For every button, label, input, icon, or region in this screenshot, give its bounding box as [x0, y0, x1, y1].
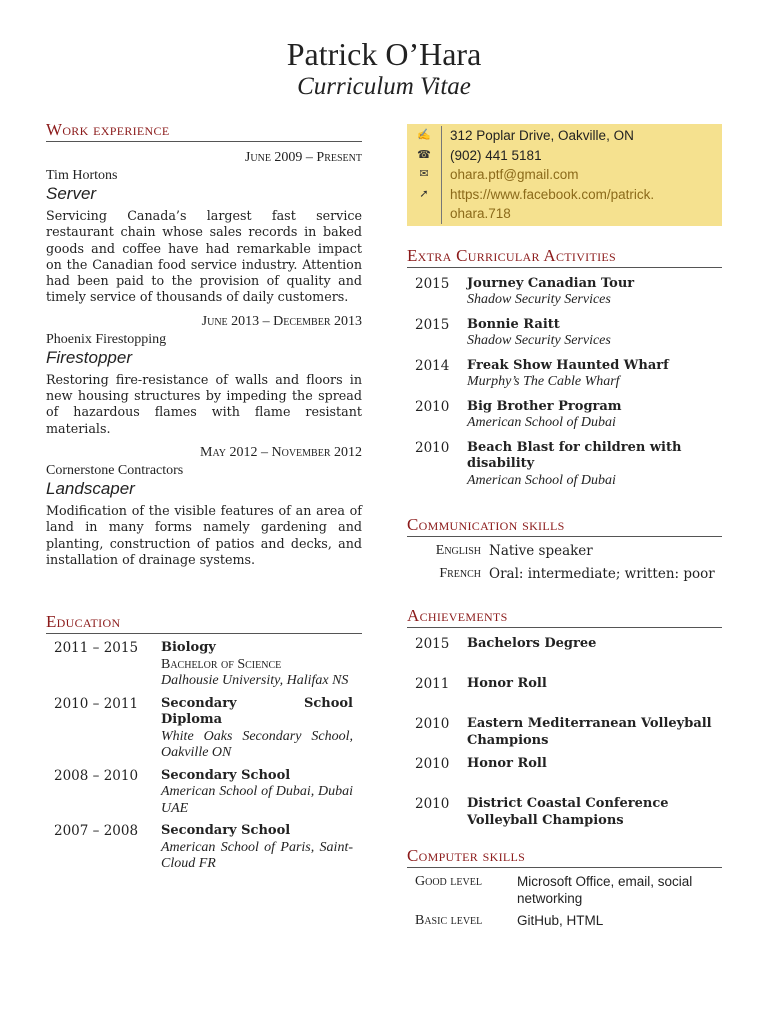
activity-org: Murphy’s The Cable Wharf [467, 374, 620, 389]
education-years: 2008 – 2010 [54, 767, 139, 784]
computer-skill-entry [407, 913, 722, 930]
activity-entry [407, 440, 722, 490]
job-description: Modification of the visible features of an area of land in many forms namely gardening and planting, construction of patios and decks, and installation of drainage systems. [46, 502, 362, 567]
cv-header [0, 36, 768, 102]
education-degree: Biology [161, 640, 216, 656]
achievement-entry [407, 756, 722, 788]
education-entry [46, 768, 362, 818]
phone-icon: ☎ [407, 146, 442, 166]
achievement-title: District Coastal Conference Volleyball Champions [467, 796, 669, 828]
job-position: Server [46, 184, 97, 203]
achievement-title: Honor Roll [467, 756, 547, 771]
language-entry [407, 543, 722, 560]
achievement-entry [407, 636, 722, 668]
job-company: Tim Hortons [46, 168, 118, 183]
section-title-communication: Communication skills [407, 515, 722, 537]
language-level: Oral: intermediate; written: poor [489, 565, 715, 582]
achievement-year: 2010 [415, 756, 450, 772]
contact-address: 312 Poplar Drive, Oakville, ON [450, 128, 634, 143]
activity-year: 2015 [415, 275, 450, 292]
language-name: English [435, 543, 481, 558]
contact-address-row [407, 126, 722, 146]
activity-entry [407, 358, 722, 391]
activity-title: Big Brother Program [467, 398, 622, 414]
achievement-year: 2011 [415, 676, 450, 692]
activity-year: 2010 [415, 439, 450, 456]
language-level: Native speaker [489, 543, 593, 559]
activity-title: Bonnie Raitt [467, 316, 560, 332]
achievement-year: 2015 [415, 636, 450, 652]
job-company: Cornerstone Contractors [46, 462, 184, 478]
right-column [407, 124, 722, 930]
education-institution: Dalhousie University, Halifax NS [161, 673, 349, 689]
activity-year: 2010 [415, 398, 450, 415]
computer-skill-list: Microsoft Office, email, social networking [517, 874, 693, 906]
achievement-entry [407, 716, 722, 748]
education-degree: Secondary School [161, 823, 291, 839]
computer-skill-list: GitHub, HTML [517, 913, 604, 928]
job-date: June 2009 – Present [244, 150, 362, 165]
contact-url-row[interactable] [407, 185, 722, 224]
activity-org: American School of Dubai [467, 415, 616, 430]
activity-entry [407, 276, 722, 309]
job-position: Firestopper [46, 347, 132, 367]
job-entry [46, 150, 362, 306]
education-institution: White Oaks Secondary School, Oakville ON [161, 728, 353, 761]
job-description: Restoring fire-resistance of walls and floors in new housing structures by impeding the spread of hazardous flames with flame resistant materials. [46, 371, 362, 436]
education-entry [46, 823, 362, 873]
section-title-achievements: Achievements [407, 606, 722, 628]
contact-url-link[interactable] [450, 185, 654, 224]
contact-email-row[interactable] [407, 165, 722, 185]
education-years: 2011 – 2015 [54, 640, 139, 657]
person-name: Patrick O’Hara [286, 36, 482, 72]
arrow-icon: ➚ [407, 185, 442, 224]
section-title-education: Education [46, 612, 362, 634]
education-years: 2010 – 2011 [54, 695, 139, 712]
activity-org: American School of Dubai [467, 472, 616, 488]
language-name: French [439, 565, 481, 581]
job-entry [46, 445, 362, 568]
achievement-title: Bachelors Degree [467, 636, 597, 651]
education-degree: Secondary School [161, 767, 291, 783]
activity-title: Freak Show Haunted Wharf [467, 357, 669, 373]
section-title-computer: Computer skills [407, 846, 722, 868]
contact-box [407, 124, 722, 226]
job-entry [46, 314, 362, 437]
language-entry [407, 566, 722, 583]
activity-entry [407, 317, 722, 350]
section-title-activities: Extra Curricular Activities [407, 246, 722, 268]
job-date: June 2013 – December 2013 [201, 313, 362, 329]
activity-entry [407, 399, 722, 432]
activity-org: Shadow Security Services [467, 292, 611, 307]
education-entry [46, 696, 362, 762]
computer-skill-level: Basic level [415, 913, 483, 928]
contact-url-line2: ohara.718 [450, 206, 511, 221]
job-company: Phoenix Firestopping [46, 331, 167, 347]
achievement-title: Honor Roll [467, 676, 547, 691]
achievement-year: 2010 [415, 796, 450, 812]
achievement-year: 2010 [415, 716, 450, 732]
computer-skill-level: Good level [415, 874, 482, 889]
cv-subtitle: Curriculum Vitae [297, 73, 471, 100]
contact-url-line1: https://www.facebook.com/patrick. [450, 186, 655, 202]
education-entry [46, 640, 362, 690]
contact-phone: (902) 441 5181 [450, 147, 542, 163]
envelope-icon: ✉ [407, 165, 442, 185]
section-title-work: Work experience [46, 120, 362, 142]
activity-year: 2014 [415, 357, 450, 374]
activity-title: Beach Blast for children with disability [467, 439, 682, 471]
job-description: Servicing Canada’s largest fast service restaurant chain whose sales records in baked goods and coffee have had remarkable impact on the Canadian food service industry. Attention had been paid to the provision of quality and timely service of thousands of daily customers. [46, 208, 362, 305]
contact-phone-row [407, 146, 722, 166]
achievement-entry [407, 676, 722, 708]
activity-title: Journey Canadian Tour [467, 275, 635, 291]
job-position: Landscaper [46, 478, 135, 498]
education-institution: American School of Paris, Saint-Cloud FR [161, 839, 353, 872]
contact-email-link[interactable]: ohara.ptf@gmail.com [450, 167, 579, 182]
activity-org: Shadow Security Services [467, 333, 611, 348]
job-date: May 2012 – November 2012 [200, 444, 362, 460]
education-years: 2007 – 2008 [54, 823, 139, 840]
computer-skill-entry [407, 874, 722, 907]
achievement-title: Eastern Mediterranean Volleyball Champions [467, 716, 712, 748]
education-institution: American School of Dubai, Dubai UAE [161, 784, 353, 816]
education-degree: Secondary School Diploma [161, 695, 353, 728]
pencil-icon: ✍ [407, 126, 442, 146]
activity-year: 2015 [415, 316, 450, 333]
achievement-entry [407, 796, 722, 844]
education-level: Bachelor of Science [161, 656, 282, 672]
left-column [46, 120, 362, 873]
